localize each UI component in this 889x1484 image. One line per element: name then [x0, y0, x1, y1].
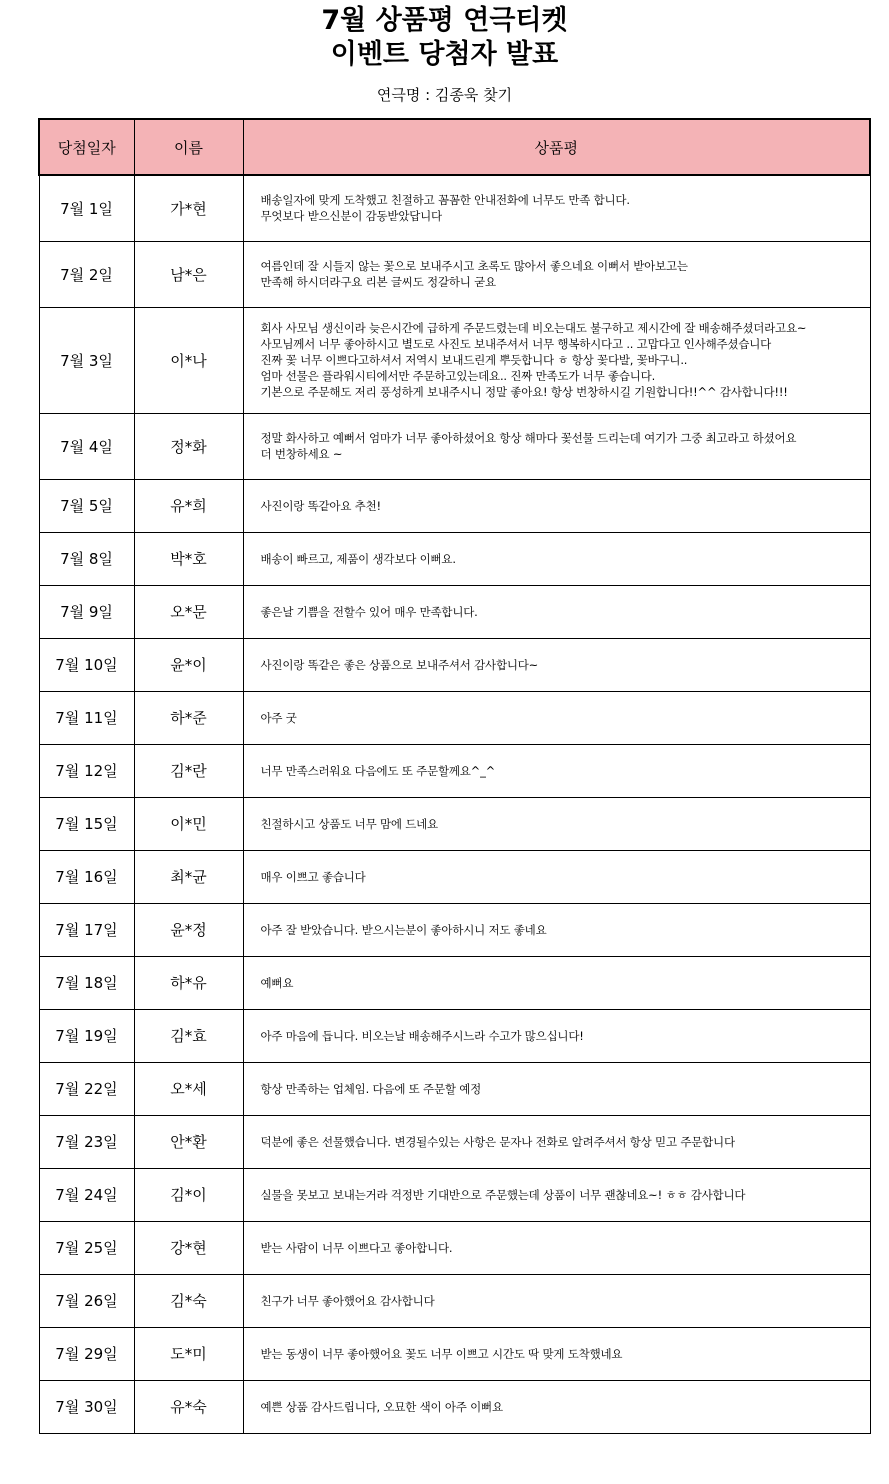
review-cell: 매우 이쁘고 좋습니다 [243, 850, 870, 903]
name-cell: 이*나 [134, 307, 243, 413]
page-title-line2: 이벤트 당첨자 발표 [330, 39, 559, 70]
table-row [39, 175, 870, 241]
table-row [39, 1380, 870, 1433]
review-cell: 예뻐요 [243, 956, 870, 1009]
date-cell: 7월 22일 [39, 1062, 134, 1115]
date-cell: 7월 29일 [39, 1327, 134, 1380]
table-row [39, 797, 870, 850]
table-row [39, 956, 870, 1009]
table-row [39, 1274, 870, 1327]
review-cell: 받는 사람이 너무 이쁘다고 좋아합니다. [243, 1221, 870, 1274]
review-cell: 예쁜 상품 감사드립니다, 오묘한 색이 아주 이뻐요 [243, 1380, 870, 1433]
review-cell: 아주 잘 받았습니다. 받으시는분이 좋아하시니 저도 좋네요 [243, 903, 870, 956]
table-header-row [39, 119, 870, 175]
review-cell: 친절하시고 상품도 너무 맘에 드네요 [243, 797, 870, 850]
date-cell: 7월 1일 [39, 175, 134, 241]
review-cell: 회사 사모님 생신이라 늦은시간에 급하게 주문드렸는데 비오는대도 불구하고 제시간에 잘 배송해주셨더라고요~ 사모님께서 너무 좋아하시고 별도로 사진도 보내주셔서 너무 행복하시다고 .. 고맙다고 인사해주셨습니다 진짜 꽃 너무 이쁘다고하셔서 저역시 보내드린게 뿌듯합니다 ㅎ 항상 꽃다발, 꽃바구니.. 엄마 선물은 플라워시티에서만 주문하고있는데요.. 진짜 만족도가 너무 좋습니다. 기본으로 주문해도 저리 풍성하게 보내주시니 정말 좋아요! 항상 번창하시길 기원합니다!!^^ 감사합니다!!! [243, 307, 870, 413]
table-row [39, 1327, 870, 1380]
review-cell: 사진이랑 똑같아요 추천! [243, 479, 870, 532]
table-row [39, 1168, 870, 1221]
table-row [39, 903, 870, 956]
table-row [39, 585, 870, 638]
table-row [39, 479, 870, 532]
review-cell: 항상 만족하는 업체임. 다음에 또 주문할 예정 [243, 1062, 870, 1115]
date-cell: 7월 9일 [39, 585, 134, 638]
date-cell: 7월 16일 [39, 850, 134, 903]
review-cell: 사진이랑 똑같은 좋은 상품으로 보내주셔서 감사합니다~ [243, 638, 870, 691]
name-cell: 박*호 [134, 532, 243, 585]
date-cell: 7월 8일 [39, 532, 134, 585]
review-cell: 덕분에 좋은 선물했습니다. 변경될수있는 사항은 문자나 전화로 알려주셔서 항상 믿고 주문합니다 [243, 1115, 870, 1168]
column-header-name: 이름 [134, 119, 243, 175]
table-row [39, 1221, 870, 1274]
name-cell: 하*유 [134, 956, 243, 1009]
name-cell: 오*세 [134, 1062, 243, 1115]
date-cell: 7월 5일 [39, 479, 134, 532]
date-cell: 7월 12일 [39, 744, 134, 797]
table-row [39, 1009, 870, 1062]
name-cell: 안*환 [134, 1115, 243, 1168]
review-cell: 배송일자에 맞게 도착했고 친절하고 꼼꼼한 안내전화에 너무도 만족 합니다. 무엇보다 받으신분이 감동받았답니다 [243, 175, 870, 241]
name-cell: 김*란 [134, 744, 243, 797]
date-cell: 7월 10일 [39, 638, 134, 691]
name-cell: 유*숙 [134, 1380, 243, 1433]
table-row [39, 532, 870, 585]
name-cell: 최*균 [134, 850, 243, 903]
date-cell: 7월 17일 [39, 903, 134, 956]
name-cell: 오*문 [134, 585, 243, 638]
table-row [39, 413, 870, 479]
review-cell: 정말 화사하고 예뻐서 엄마가 너무 좋아하셨어요 항상 해마다 꽃선물 드리는데 여기가 그중 최고라고 하셨어요 더 번창하세요 ~ [243, 413, 870, 479]
name-cell: 남*은 [134, 241, 243, 307]
review-cell: 배송이 빠르고, 제품이 생각보다 이뻐요. [243, 532, 870, 585]
page-title: 7월 상품평 연극티켓 [321, 5, 568, 36]
name-cell: 김*숙 [134, 1274, 243, 1327]
name-cell: 도*미 [134, 1327, 243, 1380]
date-cell: 7월 4일 [39, 413, 134, 479]
review-cell: 아주 마음에 듭니다. 비오는날 배송해주시느라 수고가 많으십니다! [243, 1009, 870, 1062]
play-name: 연극명 : 김종욱 찾기 [376, 86, 513, 104]
date-cell: 7월 26일 [39, 1274, 134, 1327]
review-cell: 아주 굿 [243, 691, 870, 744]
table-row [39, 638, 870, 691]
name-cell: 하*준 [134, 691, 243, 744]
table-row [39, 241, 870, 307]
winners-table [38, 118, 871, 1434]
name-cell: 윤*정 [134, 903, 243, 956]
name-cell: 김*이 [134, 1168, 243, 1221]
name-cell: 김*효 [134, 1009, 243, 1062]
date-cell: 7월 30일 [39, 1380, 134, 1433]
table-row [39, 1115, 870, 1168]
name-cell: 강*현 [134, 1221, 243, 1274]
date-cell: 7월 24일 [39, 1168, 134, 1221]
table-row [39, 691, 870, 744]
table-row [39, 1062, 870, 1115]
table-row [39, 850, 870, 903]
date-cell: 7월 3일 [39, 307, 134, 413]
name-cell: 유*희 [134, 479, 243, 532]
column-header-date: 당첨일자 [39, 119, 134, 175]
date-cell: 7월 23일 [39, 1115, 134, 1168]
name-cell: 이*민 [134, 797, 243, 850]
date-cell: 7월 2일 [39, 241, 134, 307]
review-cell: 여름인데 잘 시들지 않는 꽃으로 보내주시고 초록도 많아서 좋으네요 이뻐서 받아보고는 만족해 하시더라구요 리본 글씨도 정갈하니 굳요 [243, 241, 870, 307]
name-cell: 윤*이 [134, 638, 243, 691]
name-cell: 가*현 [134, 175, 243, 241]
table-row [39, 744, 870, 797]
column-header-review: 상품평 [243, 119, 870, 175]
date-cell: 7월 18일 [39, 956, 134, 1009]
review-cell: 실물을 못보고 보내는거라 걱정반 기대반으로 주문했는데 상품이 너무 괜찮네요~! ㅎㅎ 감사합니다 [243, 1168, 870, 1221]
review-cell: 너무 만족스러워요 다음에도 또 주문할께요^_^ [243, 744, 870, 797]
review-cell: 받는 동생이 너무 좋아했어요 꽃도 너무 이쁘고 시간도 딱 맞게 도착했네요 [243, 1327, 870, 1380]
date-cell: 7월 19일 [39, 1009, 134, 1062]
name-cell: 정*화 [134, 413, 243, 479]
date-cell: 7월 25일 [39, 1221, 134, 1274]
review-cell: 친구가 너무 좋아했어요 감사합니다 [243, 1274, 870, 1327]
date-cell: 7월 15일 [39, 797, 134, 850]
review-cell: 좋은날 기쁨을 전할수 있어 매우 만족합니다. [243, 585, 870, 638]
table-row [39, 307, 870, 413]
date-cell: 7월 11일 [39, 691, 134, 744]
